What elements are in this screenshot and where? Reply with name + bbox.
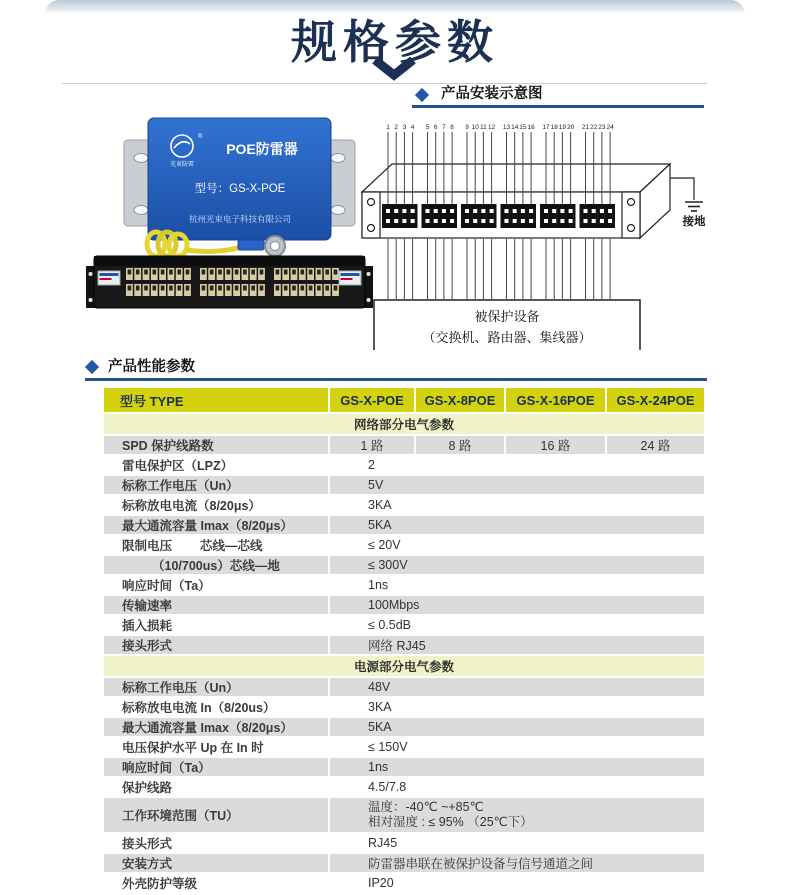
rj45-slot <box>235 286 239 291</box>
rj45-slot <box>186 286 190 291</box>
port-pin <box>426 219 430 223</box>
port-pin <box>465 209 469 213</box>
table-header-model: GS-X-POE <box>330 388 414 412</box>
row-label: 接头形式 <box>104 636 328 654</box>
port-pin <box>600 209 604 213</box>
port-number: 1 <box>386 124 390 131</box>
table-section-band: 电源部分电气参数 <box>104 656 704 676</box>
port-group <box>501 204 537 228</box>
port-pin <box>473 209 477 213</box>
port-number: 5 <box>425 124 430 131</box>
port-number: 18 <box>550 124 558 131</box>
rj45-slot <box>325 270 329 275</box>
rj45-slot <box>210 286 214 291</box>
port-pin <box>569 219 573 223</box>
port-number: 11 <box>480 124 487 131</box>
port-pin <box>442 219 446 223</box>
port-pin <box>490 209 494 213</box>
panel-top-face <box>362 164 670 192</box>
port-pin <box>394 219 398 223</box>
row-value: ≤ 0.5dB <box>330 616 704 634</box>
rj45-slot <box>169 286 173 291</box>
divider-line <box>62 83 707 84</box>
port-pin <box>552 209 556 213</box>
row-label: 限制电压 芯线—芯线 <box>104 536 328 554</box>
rj45-slot <box>128 270 132 275</box>
port-pin <box>386 219 390 223</box>
port-pin <box>450 219 454 223</box>
row-value: 1ns <box>330 758 704 776</box>
rj45-slot <box>284 286 288 291</box>
rj45-slot <box>243 270 247 275</box>
port-pin <box>442 209 446 213</box>
rj45-slot <box>144 286 148 291</box>
port-number: 2 <box>394 124 399 131</box>
row-label: 外壳防护等级 <box>104 874 328 892</box>
row-label: 标称工作电压（Un） <box>104 678 328 696</box>
port-group <box>540 204 576 228</box>
port-number: 9 <box>465 124 469 131</box>
rack-panel-photo <box>86 254 373 311</box>
port-pin <box>434 219 438 223</box>
port-number: 15 <box>519 124 527 131</box>
row-label: 电压保护水平 Up 在 In 时 <box>104 738 328 756</box>
row-value: 24 路 <box>607 436 704 454</box>
row-value: ≤ 20V <box>330 536 704 554</box>
rj45-slot <box>153 286 157 291</box>
port-group <box>382 204 418 228</box>
table-header-model: GS-X-8POE <box>416 388 504 412</box>
page-title: 规格参数 <box>291 16 499 68</box>
row-label: 工作环境范围（TU） <box>104 798 328 832</box>
port-pin <box>600 219 604 223</box>
port-pin <box>481 219 485 223</box>
row-label: 标称工作电压（Un） <box>104 476 328 494</box>
chevron-down-icon <box>371 57 417 81</box>
row-value: 3KA <box>330 698 704 716</box>
row-label: 插入损耗 <box>104 616 328 634</box>
port-pin <box>544 219 548 223</box>
row-value: 温度：-40℃ ~+85℃ 相对湿度 : ≤ 95% （25℃下） <box>330 798 704 832</box>
row-label: 传输速率 <box>104 596 328 614</box>
port-number: 10 <box>471 124 479 131</box>
rj45-slot <box>309 270 313 275</box>
port-pin <box>513 219 517 223</box>
port-pin <box>521 219 525 223</box>
row-value: 3KA <box>330 496 704 514</box>
row-label: 标称放电电流 In（8/20us） <box>104 698 328 716</box>
rj45-slot <box>227 286 231 291</box>
row-value: 16 路 <box>506 436 605 454</box>
rj45-slot <box>317 286 321 291</box>
port-pin <box>584 219 588 223</box>
row-label: 响应时间（Ta） <box>104 576 328 594</box>
row-label: 安装方式 <box>104 854 328 872</box>
rj45-slot <box>202 286 206 291</box>
port-pin <box>386 209 390 213</box>
device-product-name: POE防雷器 <box>226 141 298 157</box>
row-value: RJ45 <box>330 834 704 852</box>
diamond-bullet-icon <box>415 88 429 102</box>
poe-device-photo <box>122 112 357 260</box>
spec-table <box>104 388 704 892</box>
rj45-slot <box>227 270 231 275</box>
port-pin <box>505 209 509 213</box>
row-label: 标称放电电流（8/20μs） <box>104 496 328 514</box>
port-pin <box>608 219 612 223</box>
row-label: SPD 保护线路数 <box>104 436 328 454</box>
port-number: 24 <box>606 124 614 131</box>
row-value: ≤ 300V <box>330 556 704 574</box>
rj45-slot <box>334 286 338 291</box>
port-number: 14 <box>511 124 519 131</box>
table-header-model: GS-X-16POE <box>506 388 605 412</box>
rj45-slot <box>136 270 140 275</box>
port-pin <box>394 209 398 213</box>
rj45-slot <box>276 286 280 291</box>
row-value: IP20 <box>330 874 704 892</box>
rj45-slot <box>301 286 305 291</box>
rj45-slot <box>260 286 264 291</box>
port-pin <box>544 209 548 213</box>
port-number: 6 <box>433 124 438 131</box>
port-pin <box>505 219 509 223</box>
row-value: 8 路 <box>416 436 504 454</box>
port-group <box>580 204 616 228</box>
port-group <box>422 204 458 228</box>
rj45-slot <box>317 270 321 275</box>
row-value: 100Mbps <box>330 596 704 614</box>
rj45-slot <box>301 270 305 275</box>
rj45-slot <box>284 270 288 275</box>
port-number: 3 <box>402 124 407 131</box>
row-value: 2 <box>330 456 704 474</box>
row-value: 48V <box>330 678 704 696</box>
brand-logo-text: 光束防雷 <box>169 162 195 168</box>
section-underline <box>85 378 707 381</box>
rj45-slot <box>309 286 313 291</box>
rj45-slot <box>210 270 214 275</box>
section-underline <box>412 105 704 108</box>
port-pin <box>402 209 406 213</box>
rj45-slot <box>169 270 173 275</box>
row-value: 网络 RJ45 <box>330 636 704 654</box>
port-number: 17 <box>542 124 550 131</box>
port-pin <box>473 219 477 223</box>
port-pin <box>513 209 517 213</box>
rj45-slot <box>218 286 222 291</box>
ground-wire <box>670 178 694 200</box>
table-section-band: 网络部分电气参数 <box>104 414 704 434</box>
diamond-bullet-icon <box>85 360 99 374</box>
rj45-slot <box>325 286 329 291</box>
port-pin <box>434 209 438 213</box>
port-pin <box>552 219 556 223</box>
port-number: 23 <box>598 124 606 131</box>
row-label: 保护线路 <box>104 778 328 796</box>
logo-mark: ® <box>198 134 203 140</box>
rj45-slot <box>292 270 296 275</box>
row-label: 接头形式 <box>104 834 328 852</box>
row-value: 5V <box>330 476 704 494</box>
row-label: 雷电保护区（LPZ） <box>104 456 328 474</box>
port-pin <box>490 219 494 223</box>
table-header-model: GS-X-24POE <box>607 388 704 412</box>
port-pin <box>592 209 596 213</box>
port-pin <box>560 209 564 213</box>
port-pin <box>529 219 533 223</box>
port-number: 22 <box>590 124 598 131</box>
row-label: 最大通流容量 Imax（8/20μs） <box>104 516 328 534</box>
row-value: ≤ 150V <box>330 738 704 756</box>
rj45-slot <box>128 286 132 291</box>
device-company: 杭州光束电子科技有限公司 <box>188 214 292 224</box>
port-pin <box>529 209 533 213</box>
row-value: 1ns <box>330 576 704 594</box>
row-value: 5KA <box>330 516 704 534</box>
port-pin <box>450 209 454 213</box>
rj45-slot <box>202 270 206 275</box>
rj45-slot <box>260 270 264 275</box>
section-title-performance: 产品性能参数 <box>108 359 195 375</box>
rj45-slot <box>161 270 165 275</box>
rj45-slot <box>161 286 165 291</box>
port-pin <box>465 219 469 223</box>
rj45-slot <box>177 286 181 291</box>
port-number: 12 <box>487 124 496 131</box>
row-label: （10/700us）芯线—地 <box>104 556 328 574</box>
row-label: 响应时间（Ta） <box>104 758 328 776</box>
table-header-type: 型号 TYPE <box>104 388 328 412</box>
ground-label: 接地 <box>682 216 706 228</box>
protected-box-line1: 被保护设备 <box>474 309 540 324</box>
row-value: 1 路 <box>330 436 414 454</box>
port-pin <box>411 219 415 223</box>
section-title-install: 产品安装示意图 <box>441 86 543 102</box>
port-pin <box>569 209 573 213</box>
port-number: 7 <box>442 124 446 131</box>
port-number: 21 <box>581 124 590 131</box>
row-label: 最大通流容量 Imax（8/20μs） <box>104 718 328 736</box>
port-number: 16 <box>527 124 535 131</box>
rj45-slot <box>243 286 247 291</box>
port-pin <box>411 209 415 213</box>
rj45-slot <box>334 270 338 275</box>
rj45-slot <box>136 286 140 291</box>
port-number: 19 <box>558 124 567 131</box>
port-pin <box>426 209 430 213</box>
rj45-slot <box>292 286 296 291</box>
port-pin <box>481 209 485 213</box>
row-value: 4.5/7.8 <box>330 778 704 796</box>
row-value: 防雷器串联在被保护设备与信号通道之间 <box>330 854 704 872</box>
device-model-line: 型号：GS-X-POE <box>194 183 286 195</box>
port-pin <box>402 219 406 223</box>
rj45-slot <box>251 286 255 291</box>
rj45-slot <box>153 270 157 275</box>
port-number: 13 <box>502 124 511 131</box>
ground-symbol-icon <box>685 202 703 211</box>
port-pin <box>521 209 525 213</box>
rj45-slot <box>177 270 181 275</box>
install-diagram <box>358 118 715 350</box>
port-pin <box>608 209 612 213</box>
rj45-slot <box>235 270 239 275</box>
rj45-slot <box>186 270 190 275</box>
protected-box-line2: （交换机、路由器、集线器） <box>422 330 592 345</box>
row-value: 5KA <box>330 718 704 736</box>
port-pin <box>584 209 588 213</box>
rj45-slot <box>218 270 222 275</box>
port-number: 20 <box>566 124 575 131</box>
rj45-slot <box>144 270 148 275</box>
port-number: 4 <box>410 124 415 131</box>
rj45-slot <box>251 270 255 275</box>
rj45-slot <box>276 270 280 275</box>
port-group <box>461 204 497 228</box>
port-number: 8 <box>450 124 454 131</box>
port-pin <box>560 219 564 223</box>
port-pin <box>592 219 596 223</box>
